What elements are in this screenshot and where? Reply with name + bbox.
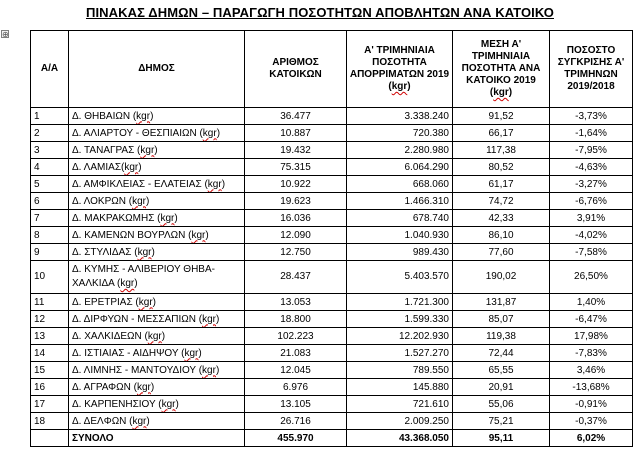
row-dimos-close: ) — [198, 347, 202, 359]
table-row — [31, 311, 633, 328]
header-comparison: ΠΟΣΟΣΤΟ ΣΥΓΚΡΙΣΗΣ Α' ΤΡΙΜΗΝΩΝ 2019/2018 — [550, 31, 633, 108]
row-comparison: -0,91% — [550, 396, 633, 413]
row-quarterly: 989.430 — [347, 244, 453, 261]
row-dimos-close: ) — [216, 127, 221, 139]
row-quarterly: 668.060 — [347, 176, 453, 193]
row-quarterly: 1.040.930 — [347, 227, 453, 244]
row-dimos-name: Δ. ΜΑΚΡΑΚΩΜΗΣ ( — [72, 212, 161, 224]
row-population: 12.090 — [245, 227, 347, 244]
row-aa: 1 — [31, 108, 69, 125]
row-aa: 13 — [31, 328, 69, 345]
row-quarterly: 3.338.240 — [347, 108, 453, 125]
row-population: 12.045 — [245, 362, 347, 379]
row-dimos — [69, 227, 245, 244]
table-move-handle-icon[interactable]: ⊕ — [2, 30, 9, 39]
row-dimos-close: ) — [221, 178, 226, 190]
row-per-capita: 117,38 — [453, 142, 550, 159]
table-row — [31, 345, 633, 362]
row-aa: 16 — [31, 379, 69, 396]
row-quarterly: 6.064.290 — [347, 159, 453, 176]
row-dimos — [69, 311, 245, 328]
row-comparison: -3,73% — [550, 108, 633, 125]
row-dimos-unit: kgr — [160, 212, 175, 224]
row-per-capita: 77,60 — [453, 244, 550, 261]
row-dimos-name: Δ. ΙΣΤΙΑΙΑΣ - ΑΙΔΗΨΟΥ ( — [72, 347, 185, 359]
row-dimos-unit: kgr — [138, 296, 153, 308]
row-quarterly: 1.721.300 — [347, 294, 453, 311]
row-quarterly: 1.466.310 — [347, 193, 453, 210]
row-population: 16.036 — [245, 210, 347, 227]
row-comparison: -0,37% — [550, 413, 633, 430]
table-row — [31, 125, 633, 142]
row-dimos-close: ) — [161, 330, 166, 342]
table-row — [31, 396, 633, 413]
row-comparison: -6,76% — [550, 193, 633, 210]
row-dimos-unit: kgr — [191, 229, 206, 241]
row-dimos-name: Δ. ΑΛΙΑΡΤΟΥ - ΘΕΣΠΙΑΙΩΝ ( — [72, 127, 203, 139]
header-aa: Α/Α — [31, 31, 69, 108]
row-dimos-unit: kgr — [202, 127, 217, 139]
table-row — [31, 362, 633, 379]
table-row — [31, 244, 633, 261]
row-comparison: -7,95% — [550, 142, 633, 159]
row-comparison: -4,02% — [550, 227, 633, 244]
row-dimos-unit: kgr — [124, 161, 139, 173]
row-dimos — [69, 142, 245, 159]
row-population: 13.105 — [245, 396, 347, 413]
row-dimos-unit: kgr — [132, 415, 147, 427]
row-dimos-name: Δ. ΛΟΚΡΩΝ ( — [72, 195, 133, 207]
row-dimos-close: ) — [152, 296, 157, 308]
table-row — [31, 108, 633, 125]
row-dimos — [69, 193, 245, 210]
header-per-capita-text: ΜΕΣΗ Α' ΤΡΙΜΗΝΙΑΙΑ ΠΟΣΟΤΗΤΑ ΑΝΑ ΚΑΤΟΙΚΟ 2019 ( — [461, 39, 541, 98]
row-population: 28.437 — [245, 261, 347, 294]
row-dimos-name: Δ. ΚΑΡΠΕΝΗΣΙΟΥ ( — [72, 398, 162, 410]
row-comparison: -13,68% — [550, 379, 633, 396]
row-comparison: 3,91% — [550, 210, 633, 227]
row-dimos-unit: kgr — [137, 246, 152, 258]
row-dimos-unit: kgr — [147, 330, 162, 342]
row-dimos-close: ) — [154, 144, 158, 156]
row-comparison: -4,63% — [550, 159, 633, 176]
table-row — [31, 413, 633, 430]
row-comparison: -1,64% — [550, 125, 633, 142]
row-dimos-close: ) — [146, 415, 150, 427]
row-aa: 8 — [31, 227, 69, 244]
row-dimos-unit: kgr — [161, 398, 176, 410]
row-dimos — [69, 159, 245, 176]
row-aa: 12 — [31, 311, 69, 328]
row-population: 102.223 — [245, 328, 347, 345]
table-row — [31, 176, 633, 193]
waste-table — [30, 30, 633, 447]
row-aa: 4 — [31, 159, 69, 176]
table-row — [31, 142, 633, 159]
row-aa: 11 — [31, 294, 69, 311]
table-row — [31, 227, 633, 244]
row-dimos-unit: kgr — [132, 195, 146, 207]
header-per-capita — [453, 31, 550, 108]
row-dimos-close: ) — [205, 229, 209, 241]
row-aa: 18 — [31, 413, 69, 430]
row-dimos-name: Δ. ΚΑΜΕΝΩΝ ΒΟΥΡΛΩΝ ( — [72, 229, 192, 241]
row-dimos — [69, 244, 245, 261]
header-per-capita-unit: kgr — [493, 87, 509, 98]
table-body — [31, 108, 633, 447]
row-dimos — [69, 261, 245, 294]
row-dimos-unit: kgr — [202, 364, 216, 376]
row-dimos-name: Δ. ΕΡΕΤΡΙΑΣ ( — [72, 296, 139, 308]
total-comparison: 6,02% — [550, 430, 633, 447]
row-per-capita: 61,17 — [453, 176, 550, 193]
table-row — [31, 193, 633, 210]
row-comparison: 3,46% — [550, 362, 633, 379]
row-per-capita: 86,10 — [453, 227, 550, 244]
total-population: 455.970 — [245, 430, 347, 447]
row-quarterly: 145.880 — [347, 379, 453, 396]
row-dimos-name: Δ. ΤΑΝΑΓΡΑΣ ( — [72, 144, 141, 156]
row-per-capita: 91,52 — [453, 108, 550, 125]
row-quarterly: 720.380 — [347, 125, 453, 142]
row-comparison: -3,27% — [550, 176, 633, 193]
row-population: 10.922 — [245, 176, 347, 193]
row-quarterly: 12.202.930 — [347, 328, 453, 345]
row-aa: 5 — [31, 176, 69, 193]
row-aa: 6 — [31, 193, 69, 210]
row-dimos-close: ) — [145, 195, 150, 207]
row-aa: 17 — [31, 396, 69, 413]
table-row — [31, 210, 633, 227]
row-dimos-close: ) — [138, 161, 142, 173]
row-aa: 2 — [31, 125, 69, 142]
table-row — [31, 159, 633, 176]
row-quarterly: 2.009.250 — [347, 413, 453, 430]
row-dimos-unit: kgr — [136, 110, 151, 122]
row-aa: 14 — [31, 345, 69, 362]
total-aa — [31, 430, 69, 447]
row-per-capita: 20,91 — [453, 379, 550, 396]
total-row — [31, 430, 633, 447]
header-quarterly-unit: kgr — [391, 81, 408, 92]
row-comparison: 17,98% — [550, 328, 633, 345]
row-quarterly: 5.403.570 — [347, 261, 453, 294]
row-population: 18.800 — [245, 311, 347, 328]
row-dimos-name: Δ. ΔΙΡΦΥΩΝ - ΜΕΣΣΑΠΙΩΝ ( — [72, 313, 203, 325]
row-per-capita: 42,33 — [453, 210, 550, 227]
row-population: 19.623 — [245, 193, 347, 210]
row-dimos — [69, 176, 245, 193]
row-quarterly: 1.527.270 — [347, 345, 453, 362]
row-dimos-close: ) — [150, 381, 155, 393]
row-dimos-close: ) — [150, 110, 154, 122]
row-dimos — [69, 413, 245, 430]
row-dimos-unit: kgr — [136, 381, 151, 393]
row-quarterly: 789.550 — [347, 362, 453, 379]
row-per-capita: 190,02 — [453, 261, 550, 294]
row-aa: 15 — [31, 362, 69, 379]
table-row — [31, 379, 633, 396]
row-dimos-unit: kgr — [140, 144, 155, 156]
row-quarterly: 721.610 — [347, 396, 453, 413]
row-dimos — [69, 125, 245, 142]
row-dimos-close: ) — [134, 278, 138, 289]
table-row — [31, 261, 633, 294]
row-population: 26.716 — [245, 413, 347, 430]
row-quarterly: 2.280.980 — [347, 142, 453, 159]
row-per-capita: 55,06 — [453, 396, 550, 413]
row-comparison: -6,47% — [550, 311, 633, 328]
header-dimos: ΔΗΜΟΣ — [69, 31, 245, 108]
table-row — [31, 294, 633, 311]
row-per-capita: 85,07 — [453, 311, 550, 328]
row-dimos-unit: kgr — [207, 178, 222, 190]
row-per-capita: 74,72 — [453, 193, 550, 210]
row-dimos — [69, 210, 245, 227]
table-row — [31, 328, 633, 345]
row-dimos-name: Δ. ΧΑΛΚΙΔΕΩΝ ( — [72, 330, 148, 342]
page-title: ΠΙΝΑΚΑΣ ΔΗΜΩΝ – ΠΑΡΑΓΩΓΗ ΠΟΣΟΤΗΤΩΝ ΑΠΟΒΛΗΤΩΝ ΑΝΑ ΚΑΤΟΙΚΟ — [85, 5, 554, 20]
table-header-row — [31, 31, 633, 108]
header-quarterly-close: ) — [407, 81, 411, 92]
row-population: 36.477 — [245, 108, 347, 125]
row-population: 75.315 — [245, 159, 347, 176]
row-dimos-name: Δ. ΔΕΛΦΩΝ ( — [72, 415, 133, 427]
row-dimos-name: Δ. ΛΑΜΙΑΣ( — [72, 161, 125, 173]
row-dimos-name: Δ. ΑΜΦΙΚΛΕΙΑΣ - ΕΛΑΤΕΙΑΣ ( — [72, 178, 208, 190]
row-per-capita: 131,87 — [453, 294, 550, 311]
row-dimos-name: Δ. ΛΙΜΝΗΣ - ΜΑΝΤΟΥΔΙΟΥ ( — [72, 364, 203, 376]
row-comparison: -7,58% — [550, 244, 633, 261]
row-population: 13.053 — [245, 294, 347, 311]
row-per-capita: 80,52 — [453, 159, 550, 176]
row-population: 6.976 — [245, 379, 347, 396]
row-dimos — [69, 108, 245, 125]
header-per-capita-close: ) — [508, 87, 513, 98]
row-aa: 10 — [31, 261, 69, 294]
row-dimos-close: ) — [151, 246, 155, 258]
row-dimos-unit: kgr — [202, 313, 216, 325]
row-dimos — [69, 294, 245, 311]
row-aa: 7 — [31, 210, 69, 227]
header-quarterly — [347, 31, 453, 108]
total-label: ΣΥΝΟΛΟ — [69, 430, 245, 447]
row-population: 10.887 — [245, 125, 347, 142]
header-quarterly-text: Α' ΤΡΙΜΗΝΙΑΙΑ ΠΟΣΟΤΗΤΑ ΑΠΟΡΡΙΜΑΤΩΝ 2019 ( — [349, 45, 450, 92]
row-population: 12.750 — [245, 244, 347, 261]
row-per-capita: 75,21 — [453, 413, 550, 430]
row-quarterly: 678.740 — [347, 210, 453, 227]
row-dimos-name: Δ. ΚΥΜΗΣ - ΑΛΙΒΕΡΙΟΥ ΘΗΒΑ-ΧΑΛΚΙΔΑ ( — [72, 264, 215, 289]
row-comparison: 26,50% — [550, 261, 633, 294]
row-dimos-close: ) — [216, 313, 220, 325]
total-per-capita: 95,11 — [453, 430, 550, 447]
row-per-capita: 66,17 — [453, 125, 550, 142]
row-dimos-name: Δ. ΣΤΥΛΙΔΑΣ ( — [72, 246, 138, 258]
header-population: ΑΡΙΘΜΟΣ ΚΑΤΟΙΚΩΝ — [245, 31, 347, 108]
row-dimos — [69, 379, 245, 396]
row-dimos-name: Δ. ΑΓΡΑΦΩΝ ( — [72, 381, 137, 393]
row-population: 19.432 — [245, 142, 347, 159]
row-dimos — [69, 345, 245, 362]
row-dimos — [69, 396, 245, 413]
row-per-capita: 65,55 — [453, 362, 550, 379]
row-comparison: 1,40% — [550, 294, 633, 311]
row-dimos-unit: kgr — [184, 347, 199, 359]
row-per-capita: 119,38 — [453, 328, 550, 345]
row-aa: 3 — [31, 142, 69, 159]
row-dimos-unit: kgr — [120, 278, 135, 289]
row-dimos-close: ) — [215, 364, 220, 376]
row-dimos-name: Δ. ΘΗΒΑΙΩΝ ( — [72, 110, 137, 122]
row-dimos — [69, 328, 245, 345]
row-comparison: -7,83% — [550, 345, 633, 362]
total-quarterly: 43.368.050 — [347, 430, 453, 447]
row-population: 21.083 — [245, 345, 347, 362]
row-aa: 9 — [31, 244, 69, 261]
row-quarterly: 1.599.330 — [347, 311, 453, 328]
row-dimos-close: ) — [175, 398, 179, 410]
row-dimos-close: ) — [174, 212, 178, 224]
row-dimos — [69, 362, 245, 379]
row-per-capita: 72,44 — [453, 345, 550, 362]
